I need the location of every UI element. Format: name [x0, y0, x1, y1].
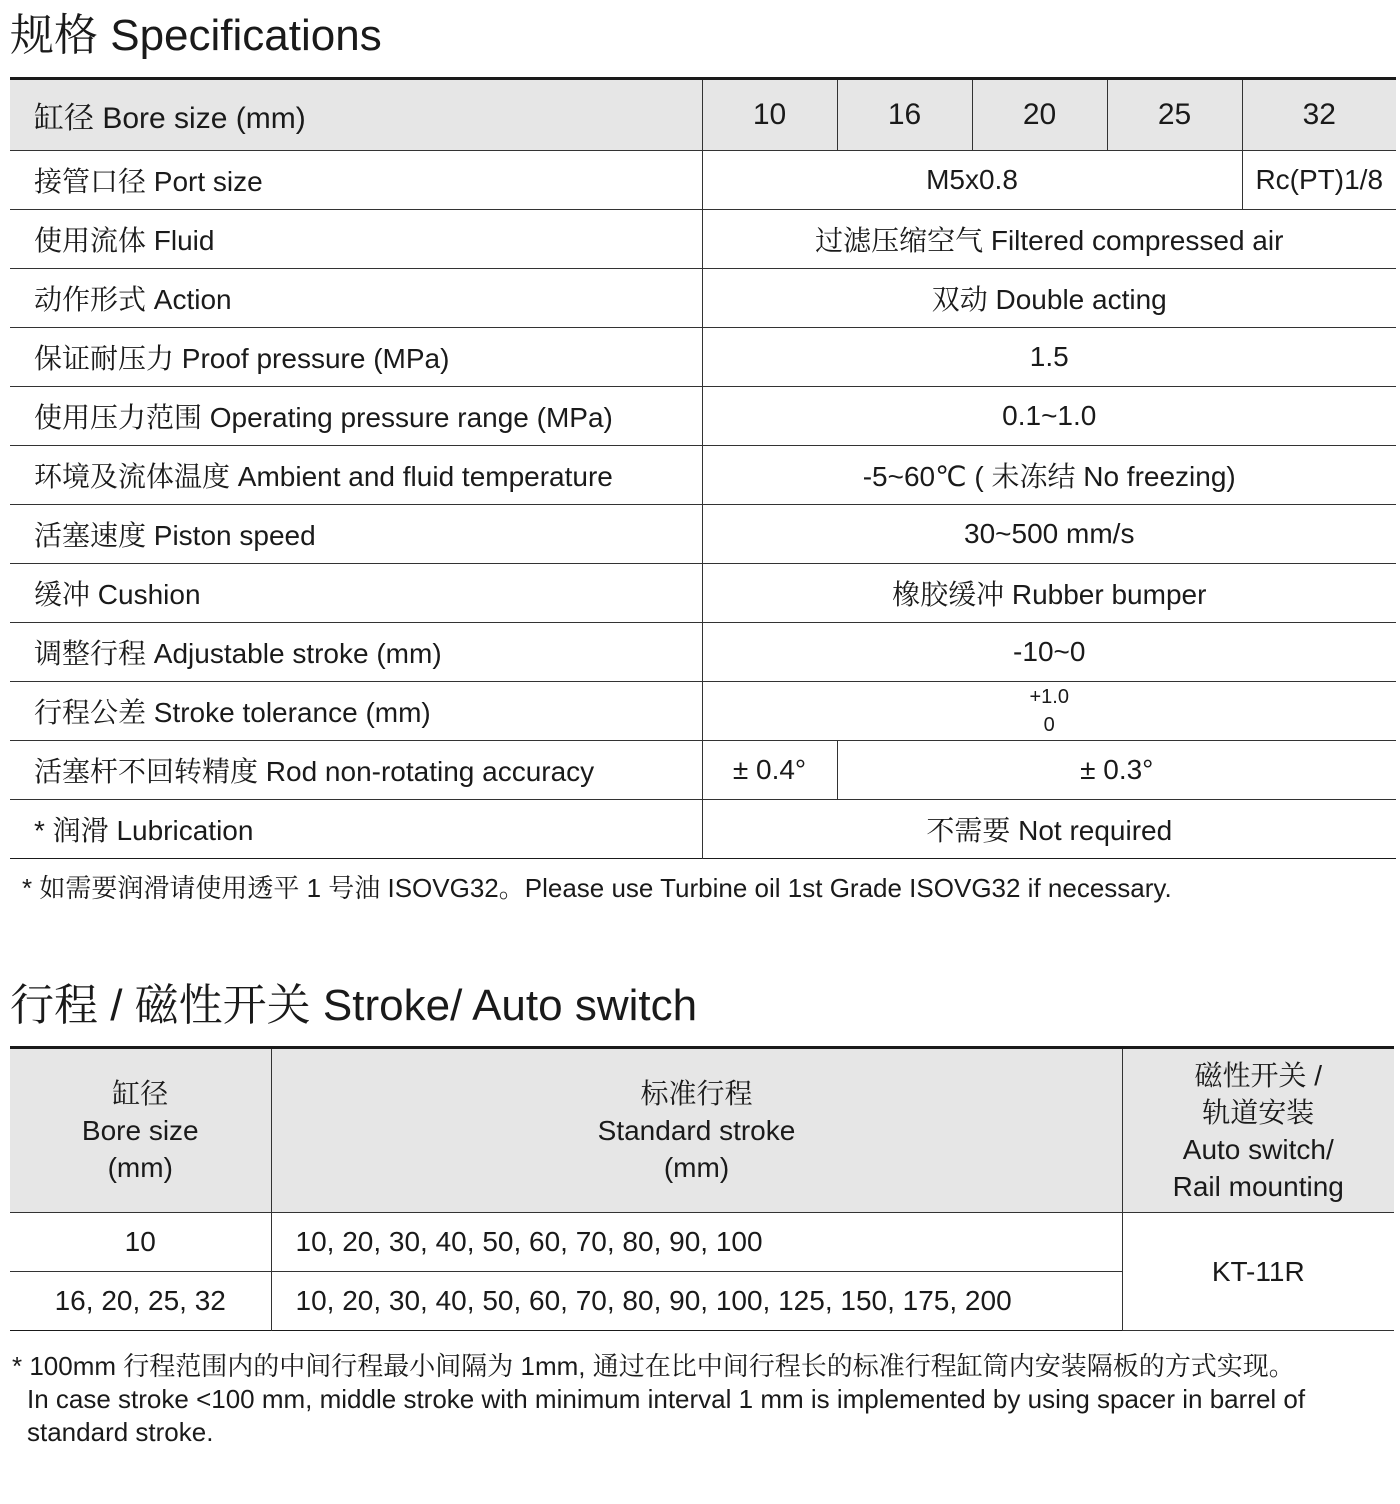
adjustable-stroke-label: 调整行程 Adjustable stroke (mm) [10, 623, 702, 682]
fluid-label: 使用流体 Fluid [10, 210, 702, 269]
piston-speed-label: 活塞速度 Piston speed [10, 505, 702, 564]
rod-accuracy-value-10: ± 0.4° [702, 741, 837, 800]
temperature-label: 环境及流体温度 Ambient and fluid temperature [10, 446, 702, 505]
operating-pressure-row [10, 387, 1396, 446]
piston-speed-row [10, 505, 1396, 564]
bore-size-header-row [10, 79, 1396, 151]
lubrication-value: 不需要 Not required [926, 815, 1173, 846]
port-size-value-small: M5x0.8 [702, 151, 1242, 210]
port-size-label: 接管口径 Port size [10, 151, 702, 210]
switch-header-cn1: 磁性开关 / [1194, 1059, 1323, 1091]
adjustable-stroke-value: -10~0 [702, 623, 1396, 682]
rod-accuracy-row [10, 741, 1396, 800]
standard-stroke-header [271, 1048, 1122, 1213]
bore-header-en: Bore size [81, 1115, 199, 1146]
lubrication-label: * 润滑 Lubrication [10, 800, 702, 859]
stroke-header-row [10, 1048, 1394, 1213]
temperature-value: -5~60℃ ( 未冻结 No freezing) [702, 446, 1396, 505]
switch-header-cn2: 轨道安装 [1202, 1096, 1315, 1128]
specifications-table [10, 77, 1396, 859]
tolerance-upper: +1.0 [1029, 686, 1069, 708]
cushion-row [10, 564, 1396, 623]
bore-10: 10 [702, 79, 837, 151]
stroke-note [12, 1350, 1392, 1449]
adjustable-stroke-row [10, 623, 1396, 682]
lubrication-note: * 如需要润滑请使用透平 1 号油 ISOVG32。Please use Turbine oil 1st Grade ISOVG32 if necessary. [22, 873, 1172, 903]
auto-switch-header [1122, 1048, 1394, 1213]
rod-accuracy-label: 活塞杆不回转精度 Rod non-rotating accuracy [10, 741, 702, 800]
proof-pressure-row [10, 328, 1396, 387]
bore-header-cn: 缸径 [112, 1078, 169, 1109]
bore-20: 20 [972, 79, 1107, 151]
proof-pressure-value: 1.5 [702, 328, 1396, 387]
operating-pressure-value: 0.1~1.0 [702, 387, 1396, 446]
fluid-row [10, 210, 1396, 269]
action-row [10, 269, 1396, 328]
bore-32: 32 [1242, 79, 1396, 151]
stroke-tolerance-row [10, 682, 1396, 741]
specifications-title: 规格 Specifications [10, 11, 382, 60]
temperature-row [10, 446, 1396, 505]
port-size-value-32: Rc(PT)1/8 [1242, 151, 1396, 210]
stroke-row-strokes: 10, 20, 30, 40, 50, 60, 70, 80, 90, 100, 125, 150, 175, 200 [271, 1272, 1122, 1331]
cushion-label: 缓冲 Cushion [10, 564, 702, 623]
port-size-row [10, 151, 1396, 210]
lubrication-row [10, 800, 1396, 859]
bore-header-unit: (mm) [107, 1152, 173, 1183]
operating-pressure-label: 使用压力范围 Operating pressure range (MPa) [10, 387, 702, 446]
stroke-note-cn: * 100mm 行程范围内的中间行程最小间隔为 1mm, 通过在比中间行程长的标准行程缸筒内安装隔板的方式实现。 [12, 1351, 1295, 1381]
stroke-tolerance-label: 行程公差 Stroke tolerance (mm) [10, 682, 702, 741]
stroke-row-strokes: 10, 20, 30, 40, 50, 60, 70, 80, 90, 100 [271, 1213, 1122, 1272]
stroke-header-en: Standard stroke [597, 1115, 796, 1146]
bore-25: 25 [1107, 79, 1242, 151]
switch-header-en1: Auto switch/ [1182, 1133, 1334, 1165]
stroke-row-bore: 10 [10, 1213, 271, 1272]
stroke-header-cn: 标准行程 [640, 1078, 753, 1109]
stroke-header-unit: (mm) [663, 1152, 730, 1183]
bore-size-label: 缸径 Bore size (mm) [10, 79, 702, 151]
switch-header-en2: Rail mounting [1172, 1170, 1344, 1202]
bore-size-header [10, 1048, 271, 1213]
stroke-tolerance-value [702, 682, 1396, 741]
table-row [10, 1213, 1394, 1272]
rod-accuracy-value-other: ± 0.3° [837, 741, 1396, 800]
piston-speed-value: 30~500 mm/s [702, 505, 1396, 564]
bore-16: 16 [837, 79, 972, 151]
cushion-value: 橡胶缓冲 Rubber bumper [702, 564, 1396, 623]
action-label: 动作形式 Action [10, 269, 702, 328]
action-value: 双动 Double acting [702, 269, 1396, 328]
auto-switch-model: KT-11R [1122, 1213, 1394, 1331]
stroke-note-en: In case stroke <100 mm, middle stroke with minimum interval 1 mm is implemented by using spacer in barrel of standard stroke. [27, 1384, 1306, 1447]
stroke-switch-title: 行程 / 磁性开关 Stroke/ Auto switch [10, 981, 698, 1030]
tolerance-lower: 0 [1043, 714, 1055, 736]
stroke-row-bore: 16, 20, 25, 32 [10, 1272, 271, 1331]
fluid-value: 过滤压缩空气 Filtered compressed air [702, 210, 1396, 269]
stroke-switch-table [10, 1046, 1394, 1331]
proof-pressure-label: 保证耐压力 Proof pressure (MPa) [10, 328, 702, 387]
